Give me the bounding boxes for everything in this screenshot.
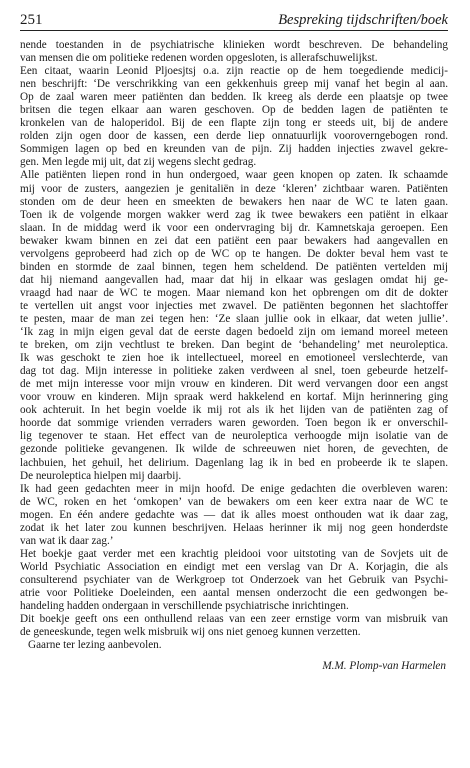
running-title: Bespreking tijdschriften/boek — [278, 12, 448, 28]
text-line: gezonde politieke gevangenen. Ik wilde de schreeuwen niet horen, de gevechten, de — [20, 443, 448, 456]
text-line: World Psychiatic Association en eindigt met een verslag van Dr A. Korjagin, die als — [20, 560, 448, 573]
running-header — [20, 9, 448, 31]
text-line: rolden zijn ogen door de kassen, een derde liep onnatuurlijk vooroverngebogen rond. — [20, 130, 448, 143]
text-line: britsen die tegen elkaar aan waren geschoven. Op de bedden lagen de patiënten te — [20, 104, 448, 117]
text-line: van wat ik daar zag.’ — [20, 534, 114, 547]
text-line: binden en stormde de zaal binnen, tegen hem scheldend. De patiënten vertelden mij — [20, 260, 448, 273]
text-line: ‘Ik zag in mijn eigen geval dat de eerste dagen bedoeld zijn om iemand moreel meteen — [20, 326, 448, 339]
text-line: Ik was geschokt te zien hoe ik intellectueel, moreel en emotioneel verslechterde, van — [20, 352, 448, 365]
text-line: mij voor de zusters, aangezien je genitaliën in deze ‘kleren’ zichtbaar waren. Patiënten — [20, 182, 448, 195]
text-line: consulterend psychiater van de Werkgroep tot Onderzoek van het Gebruik van Psychi- — [20, 573, 448, 586]
text-line: te breken, om zijn vechtlust te breken. Dan begint de ‘behandeling’ met neuroleptica. — [20, 339, 448, 352]
text-line: atrie voor Politieke Doeleinden, een aantal mensen onderzocht die een gedwongen be- — [20, 586, 448, 599]
text-line: Dit boekje geeft ons een onthullend relaas van een zeer ernstige vorm van misbruik van — [20, 613, 448, 626]
text-line: de geneeskunde, tegen welk misbruik wij ons niet genoeg kunnen verzetten. — [20, 626, 361, 639]
text-line: nen beschrijft: ‘De verschrikking van een gekkenhuis greep mij vanaf het begin al aan. — [20, 78, 448, 91]
text-line: te pesten, maar de man zei tegen hen: ‘Ze slaan jullie ook in elkaar, dat weten jullie’. — [20, 312, 448, 325]
text-line: nende toestanden in de psychiatrische klinieken wordt beschreven. De behandeling — [20, 39, 448, 51]
text-line: van mensen die om politieke redenen worden opgesloten, is allerafschuwelijkst. — [20, 52, 378, 65]
text-line: lachbuien, het gehuil, het delirium. Dagenlang lag ik in bed en probeerde ik te slapen. — [20, 456, 448, 469]
text-line: gen. Men legde mij uit, dat zij wegens slecht gedrag. — [20, 156, 257, 169]
text-line: vraagd had naar de WC te mogen. Maar niemand kon het opbrengen om dit de dokter — [20, 286, 448, 299]
document-page — [20, 9, 448, 672]
text-line: de met mijn interesse voor mijn vrouw en kinderen. Dit werd vervangen door een angst — [20, 378, 448, 391]
text-line: slaan. In de middag werd ik voor een ondervraging bij dr. Kamnetskaja geroepen. Een — [20, 221, 448, 234]
text-line: Sommigen lagen op bed en kreunden van de pijn. Zij hadden injecties zwavel gekre- — [20, 143, 448, 156]
text-line: De neuroleptica hielpen mij daarbij. — [20, 469, 182, 482]
text-line: voor vrouw en kinderen. Mijn spraak werd hakkelend en kortaf. Mijn herinnering ging — [20, 391, 448, 404]
text-line: hoorde dat sommige vrienden verraders waren geworden. Toen begon ik er onverschil- — [20, 417, 448, 430]
text-line: Alle patiënten liepen rond in hun ondergoed, waar geen knopen op zaten. Ik schaamde — [20, 169, 448, 182]
text-line: dat hij niemand aangevallen had, maar dat hij in elkaar was geslagen omdat hij ge- — [20, 273, 448, 286]
text-line: Het boekje gaat verder met een krachtig pleidooi voor uitstoting van de Sovjets uit de — [20, 547, 448, 560]
text-line: Op de zaal waren meer patiënten dan bedden. Ik kreeg als derde een plaatsje op twee — [20, 91, 448, 104]
author-signature: M.M. Plomp-van Harmelen — [322, 660, 446, 673]
text-line: vervolgens geprobeerd had zich op de WC op te hangen. De dokter beval hem vast te — [20, 247, 448, 260]
text-line: dag tot dag. Mijn interesse in politieke zaken verdween al snel, toen gebeurde hetzelf- — [20, 365, 448, 378]
text-line: Toen ik de volgende morgen wakker werd zag ik twee bewakers een patiënt in elkaar — [20, 208, 448, 221]
text-line: te vertellen uit angst voor injecties met zwavel. De patiënten begonnen het slachtoffer — [20, 299, 448, 312]
text-line: Ik had geen gedachten meer in mijn hoofd. De enige gedachten die overbleven waren: — [20, 482, 448, 495]
page-number: 251 — [20, 12, 43, 28]
text-line: zodat ik het later zou kunnen beschrijven. Helaas herinner ik mij nog geen honderdste — [20, 521, 448, 534]
text-line: bewaker kwam binnen en zei dat een patiënt een paar bewakers had aangevallen en — [20, 234, 448, 247]
text-line: Een citaat, waarin Leonid Pljoesjtsj o.a. zijn reactie op de hem toegediende medicij- — [20, 65, 448, 78]
text-line: de WC, roken en het ‘omkopen’ van de bewakers om een keer extra naar de WC te — [20, 495, 448, 508]
text-line: handeling hadden ondergaan in verschillende psychiatrische inrichtingen. — [20, 600, 349, 613]
text-line: lig tegenover te staan. Het effect van de neuroleptica verhoogde mijn isolatie van de — [20, 430, 448, 443]
text-line: kronkelen van de haloperidol. Bij de een flapte zijn tong er steeds uit, bij de andere — [20, 117, 448, 130]
text-line: stonden om de deur heen en smeekten de bewakers hen naar de WC te laten gaan. — [20, 195, 448, 208]
text-line: mogen. En één andere gedachte was — dat ik alles moest onthouden wat ik daar zag, — [20, 508, 448, 521]
text-line: Gaarne ter lezing aanbevolen. — [28, 639, 162, 652]
article-body — [20, 39, 448, 652]
text-line: ook achteruit. In het begin voelde ik mij rot als ik het lijden van de patiënten zag of — [20, 404, 448, 417]
